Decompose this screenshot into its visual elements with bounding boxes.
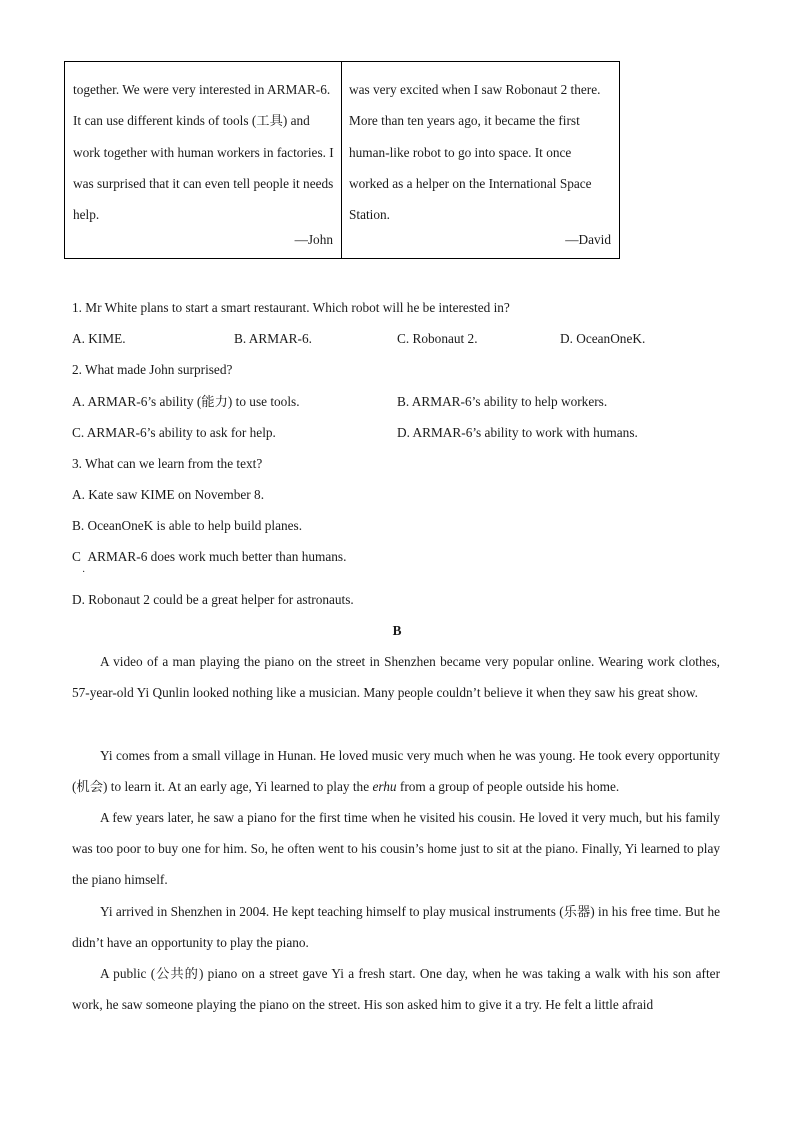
erhu-term: erhu <box>372 779 397 795</box>
paragraph-1: A video of a man playing the piano on the street in Shenzhen became very popular online. Wearing work clothes, 57-year-old Yi Qunlin looked nothing like a musician. Many people couldn’t believe it when they saw his great show. <box>72 654 720 701</box>
question-3: 3. What can we learn from the text? <box>72 456 263 471</box>
david-signature: —David <box>565 232 611 247</box>
question-1: 1. Mr White plans to start a smart restaurant. Which robot will he be interested in? <box>72 300 510 315</box>
q3-option-b: B. OceanOneK is able to help build planes. <box>72 518 303 533</box>
q3-option-c: C ARMAR-6 does work much better than humans. <box>72 549 347 564</box>
q2-option-d: D. ARMAR-6’s ability to work with humans. <box>397 425 638 440</box>
q3-option-c-dot: · <box>82 567 86 578</box>
paragraph-4: Yi arrived in Shenzhen in 2004. He kept teaching himself to play musical instruments (乐器) in his free time. But he didn’t have an opportunity to play the piano. <box>72 904 720 951</box>
david-text: was very excited when I saw Robonaut 2 there. More than ten years ago, it became the first human-like robot to go into space. It once worked as a helper on the International Space Station. <box>349 82 601 223</box>
table-cell-david <box>342 62 619 258</box>
q2-option-b: B. ARMAR-6’s ability to help workers. <box>397 394 608 409</box>
paragraph-5: A public (公共的) piano on a street gave Yi a fresh start. One day, when he was taking a walk with his son after work, he saw someone playing the piano on the street. His son asked him to give it a try. He felt a little afraid <box>72 966 720 1013</box>
john-text: together. We were very interested in ARMAR-6. It can use different kinds of tools (工具) and work together with human workers in factories. I was surprised that it can even tell people it needs help. <box>73 82 334 223</box>
q1-option-d: D. OceanOneK. <box>560 331 646 346</box>
paragraph-2: Yi comes from a small village in Hunan. He loved music very much when he was young. He took every opportunity (机会) to learn it. At an early age, Yi learned to play the erhu from a group of people outside his home. <box>72 748 720 795</box>
q2-option-a: A. ARMAR-6’s ability (能力) to use tools. <box>72 394 300 409</box>
q3-option-a: A. Kate saw KIME on November 8. <box>72 487 265 502</box>
q3-option-d: D. Robonaut 2 could be a great helper for astronauts. <box>72 592 354 607</box>
q1-option-b: B. ARMAR-6. <box>234 331 312 346</box>
section-b-heading: B <box>392 623 402 638</box>
q2-option-c: C. ARMAR-6’s ability to ask for help. <box>72 425 276 440</box>
reading-table <box>64 61 620 259</box>
paragraph-3: A few years later, he saw a piano for the first time when he visited his cousin. He loved it very much, but his family was too poor to buy one for him. So, he often went to his cousin’s home just to sit at the piano. Finally, Yi learned to play the piano himself. <box>72 810 720 888</box>
john-signature: —John <box>294 232 333 247</box>
question-2: 2. What made John surprised? <box>72 362 233 377</box>
q1-option-a: A. KIME. <box>72 331 126 346</box>
table-cell-john <box>65 62 342 258</box>
q1-option-c: C. Robonaut 2. <box>397 331 478 346</box>
